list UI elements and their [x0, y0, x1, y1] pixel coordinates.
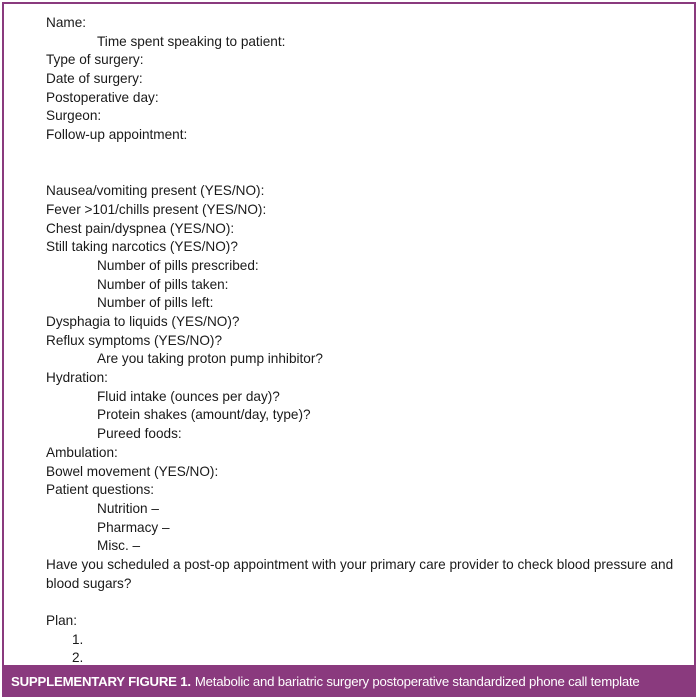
- symptom-fields-section: [46, 182, 686, 556]
- field-narcotics: Still taking narcotics (YES/NO)?: [46, 239, 238, 255]
- spacer: [46, 593, 686, 612]
- field-type-of-surgery: Type of surgery:: [46, 52, 144, 68]
- field-name: Name:: [46, 15, 87, 30]
- figure-caption: [2, 665, 696, 697]
- field-protein-shakes: Protein shakes (amount/day, type)?: [97, 407, 311, 423]
- field-surgeon: Surgeon:: [46, 108, 102, 124]
- field-pureed-foods: Pureed foods:: [97, 426, 182, 442]
- field-follow-up-appointment: Follow-up appointment:: [46, 127, 188, 143]
- header-fields-section: [46, 14, 686, 145]
- plan-title: Plan:: [46, 613, 77, 629]
- field-hydration: Hydration:: [46, 370, 108, 386]
- followup-question: Have you scheduled a post-op appointment with your primary care provider to check blood pressure and blood sugars?: [46, 556, 674, 591]
- field-pharmacy: Pharmacy –: [97, 519, 170, 535]
- field-nausea-vomiting: Nausea/vomiting present (YES/NO):: [46, 183, 265, 199]
- field-misc: Misc. –: [97, 538, 141, 554]
- field-nutrition: Nutrition –: [97, 500, 159, 516]
- field-pills-taken: Number of pills taken:: [97, 276, 229, 292]
- field-dysphagia: Dysphagia to liquids (YES/NO)?: [46, 314, 240, 329]
- field-postoperative-day: Postoperative day:: [46, 89, 159, 105]
- plan-item: 2.: [72, 650, 84, 666]
- phone-call-template: [46, 14, 686, 668]
- field-chest-pain: Chest pain/dyspnea (YES/NO):: [46, 220, 235, 236]
- field-fluid-intake: Fluid intake (ounces per day)?: [97, 388, 280, 404]
- plan-section: [46, 612, 686, 668]
- caption-text: Metabolic and bariatric surgery postoperative standardized phone call template: [194, 673, 640, 689]
- spacer: [46, 164, 686, 183]
- field-proton-pump-inhibitor: Are you taking proton pump inhibitor?: [97, 351, 323, 367]
- spacer: [46, 145, 686, 164]
- field-reflux: Reflux symptoms (YES/NO)?: [46, 332, 223, 348]
- field-bowel-movement: Bowel movement (YES/NO):: [46, 463, 219, 479]
- field-ambulation: Ambulation:: [46, 444, 118, 460]
- caption-label: SUPPLEMENTARY FIGURE 1.: [11, 673, 191, 689]
- field-time-spent: Time spent speaking to patient:: [97, 33, 286, 49]
- figure-frame: [2, 2, 696, 695]
- field-patient-questions: Patient questions:: [46, 482, 155, 498]
- plan-item: 1.: [72, 631, 84, 647]
- field-fever-chills: Fever >101/chills present (YES/NO):: [46, 201, 267, 217]
- field-date-of-surgery: Date of surgery:: [46, 71, 143, 87]
- field-pills-left: Number of pills left:: [97, 295, 214, 311]
- field-pills-prescribed: Number of pills prescribed:: [97, 257, 259, 273]
